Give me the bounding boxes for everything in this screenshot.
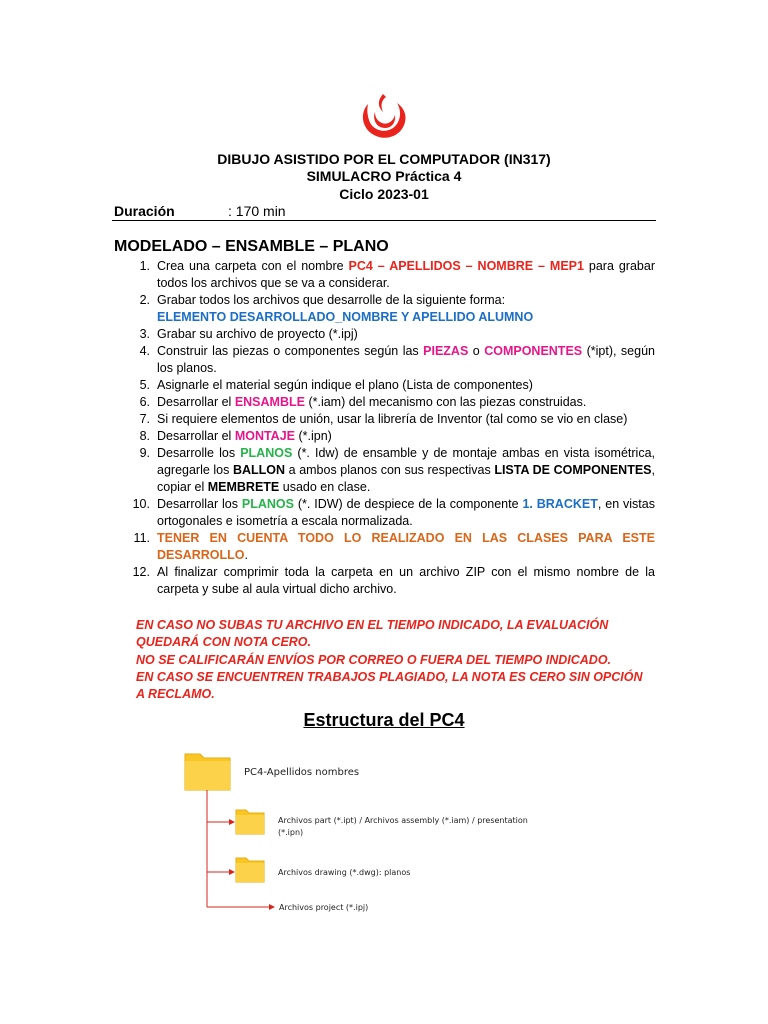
task-item: 8. Desarrollar el MONTAJE (*.ipn): [139, 429, 332, 443]
project-file-label: Archivos project (*.ipj): [279, 903, 369, 912]
university-logo: [358, 92, 408, 140]
root-folder-label: PC4-Apellidos nombres: [244, 767, 360, 778]
task-item: 5. Asignarle el material según indique el plano (Lista de componentes): [139, 378, 533, 392]
cycle-title: Ciclo 2023-01: [339, 186, 429, 202]
drawing-folder-label: Archivos drawing (*.dwg): planos: [278, 868, 411, 877]
drawing-folder-icon: [236, 858, 264, 882]
task-item: 10. Desarrollar los PLANOS (*. IDW) de despiece de la componente 1. BRACKET, en vistas ortogonales e isometría a escala normalizada.: [132, 497, 655, 528]
duration-value: : 170 min: [228, 203, 286, 219]
task-item: 2. Grabar todos los archivos que desarrolle de la siguiente forma: ELEMENTO DESARROLLADO_NOMBRE Y APELLIDO ALUMNO: [139, 293, 534, 324]
warning-line: EN CASO NO SUBAS TU ARCHIVO EN EL TIEMPO INDICADO, LA EVALUACIÓN: [136, 618, 609, 632]
folder-tree-graphics: [180, 748, 560, 918]
task-item: 4. Construir las piezas o componentes según las PIEZAS o COMPONENTES (*ipt), según los planos.: [139, 344, 655, 375]
task-item: 7. Si requiere elementos de unión, usar la librería de Inventor (tal como se vio en clase): [139, 412, 628, 426]
task-item: 6. Desarrollar el ENSAMBLE (*.iam) del mecanismo con las piezas construidas.: [139, 395, 587, 409]
task-item: 11. TENER EN CUENTA TODO LO REALIZADO EN LAS CLASES PARA ESTE DESARROLLO.: [133, 531, 655, 562]
task-item: 3. Grabar su archivo de proyecto (*.ipj): [139, 327, 358, 341]
warning-line: A RECLAMO.: [136, 687, 215, 702]
root-folder-icon: [185, 754, 230, 790]
parts-folder-label-line1: Archivos part (*.ipt) / Archivos assembly (*.iam) / presentation: [278, 816, 528, 825]
task-item: 12. Al finalizar comprimir toda la carpeta en un archivo ZIP con el mismo nombre de la carpeta y sube al aula virtual dicho archivo.: [132, 565, 655, 596]
exam-title: SIMULACRO Práctica 4: [306, 168, 462, 184]
structure-title: Estructura del PC4: [303, 710, 465, 730]
task-item: 1. Crea una carpeta con el nombre PC4 – APELLIDOS – NOMBRE – MEP1 para grabar todos los archivos que se va a considerar.: [139, 259, 655, 290]
parts-folder-label-line2: (*.ipn): [278, 828, 304, 837]
course-title: DIBUJO ASISTIDO POR EL COMPUTADOR (IN317): [217, 151, 551, 167]
warning-line: EN CASO SE ENCUENTREN TRABAJOS PLAGIADO, LA NOTA ES CERO SIN OPCIÓN: [136, 669, 643, 684]
warning-block: [136, 617, 676, 703]
parts-folder-icon: [236, 810, 264, 834]
folder-structure-diagram: [180, 748, 560, 918]
tree-connector-lines: [207, 790, 274, 907]
task-item: 9. Desarrolle los PLANOS (*. Idw) de ensamble y de montaje ambas en vista isométrica, agregarle los BALLON a ambos planos con sus respectivas LISTA DE COMPONENTES, copiar el MEMBRETE usado en clase.: [139, 446, 655, 494]
header-divider: [112, 220, 656, 221]
duration-label: Duración: [114, 203, 175, 219]
section-title: MODELADO – ENSAMBLE – PLANO: [114, 238, 389, 255]
warning-line: QUEDARÁ CON NOTA CERO.: [136, 635, 311, 650]
warning-line: NO SE CALIFICARÁN ENVÍOS POR CORREO O FUERA DEL TIEMPO INDICADO.: [136, 652, 612, 667]
task-list: [114, 258, 655, 598]
